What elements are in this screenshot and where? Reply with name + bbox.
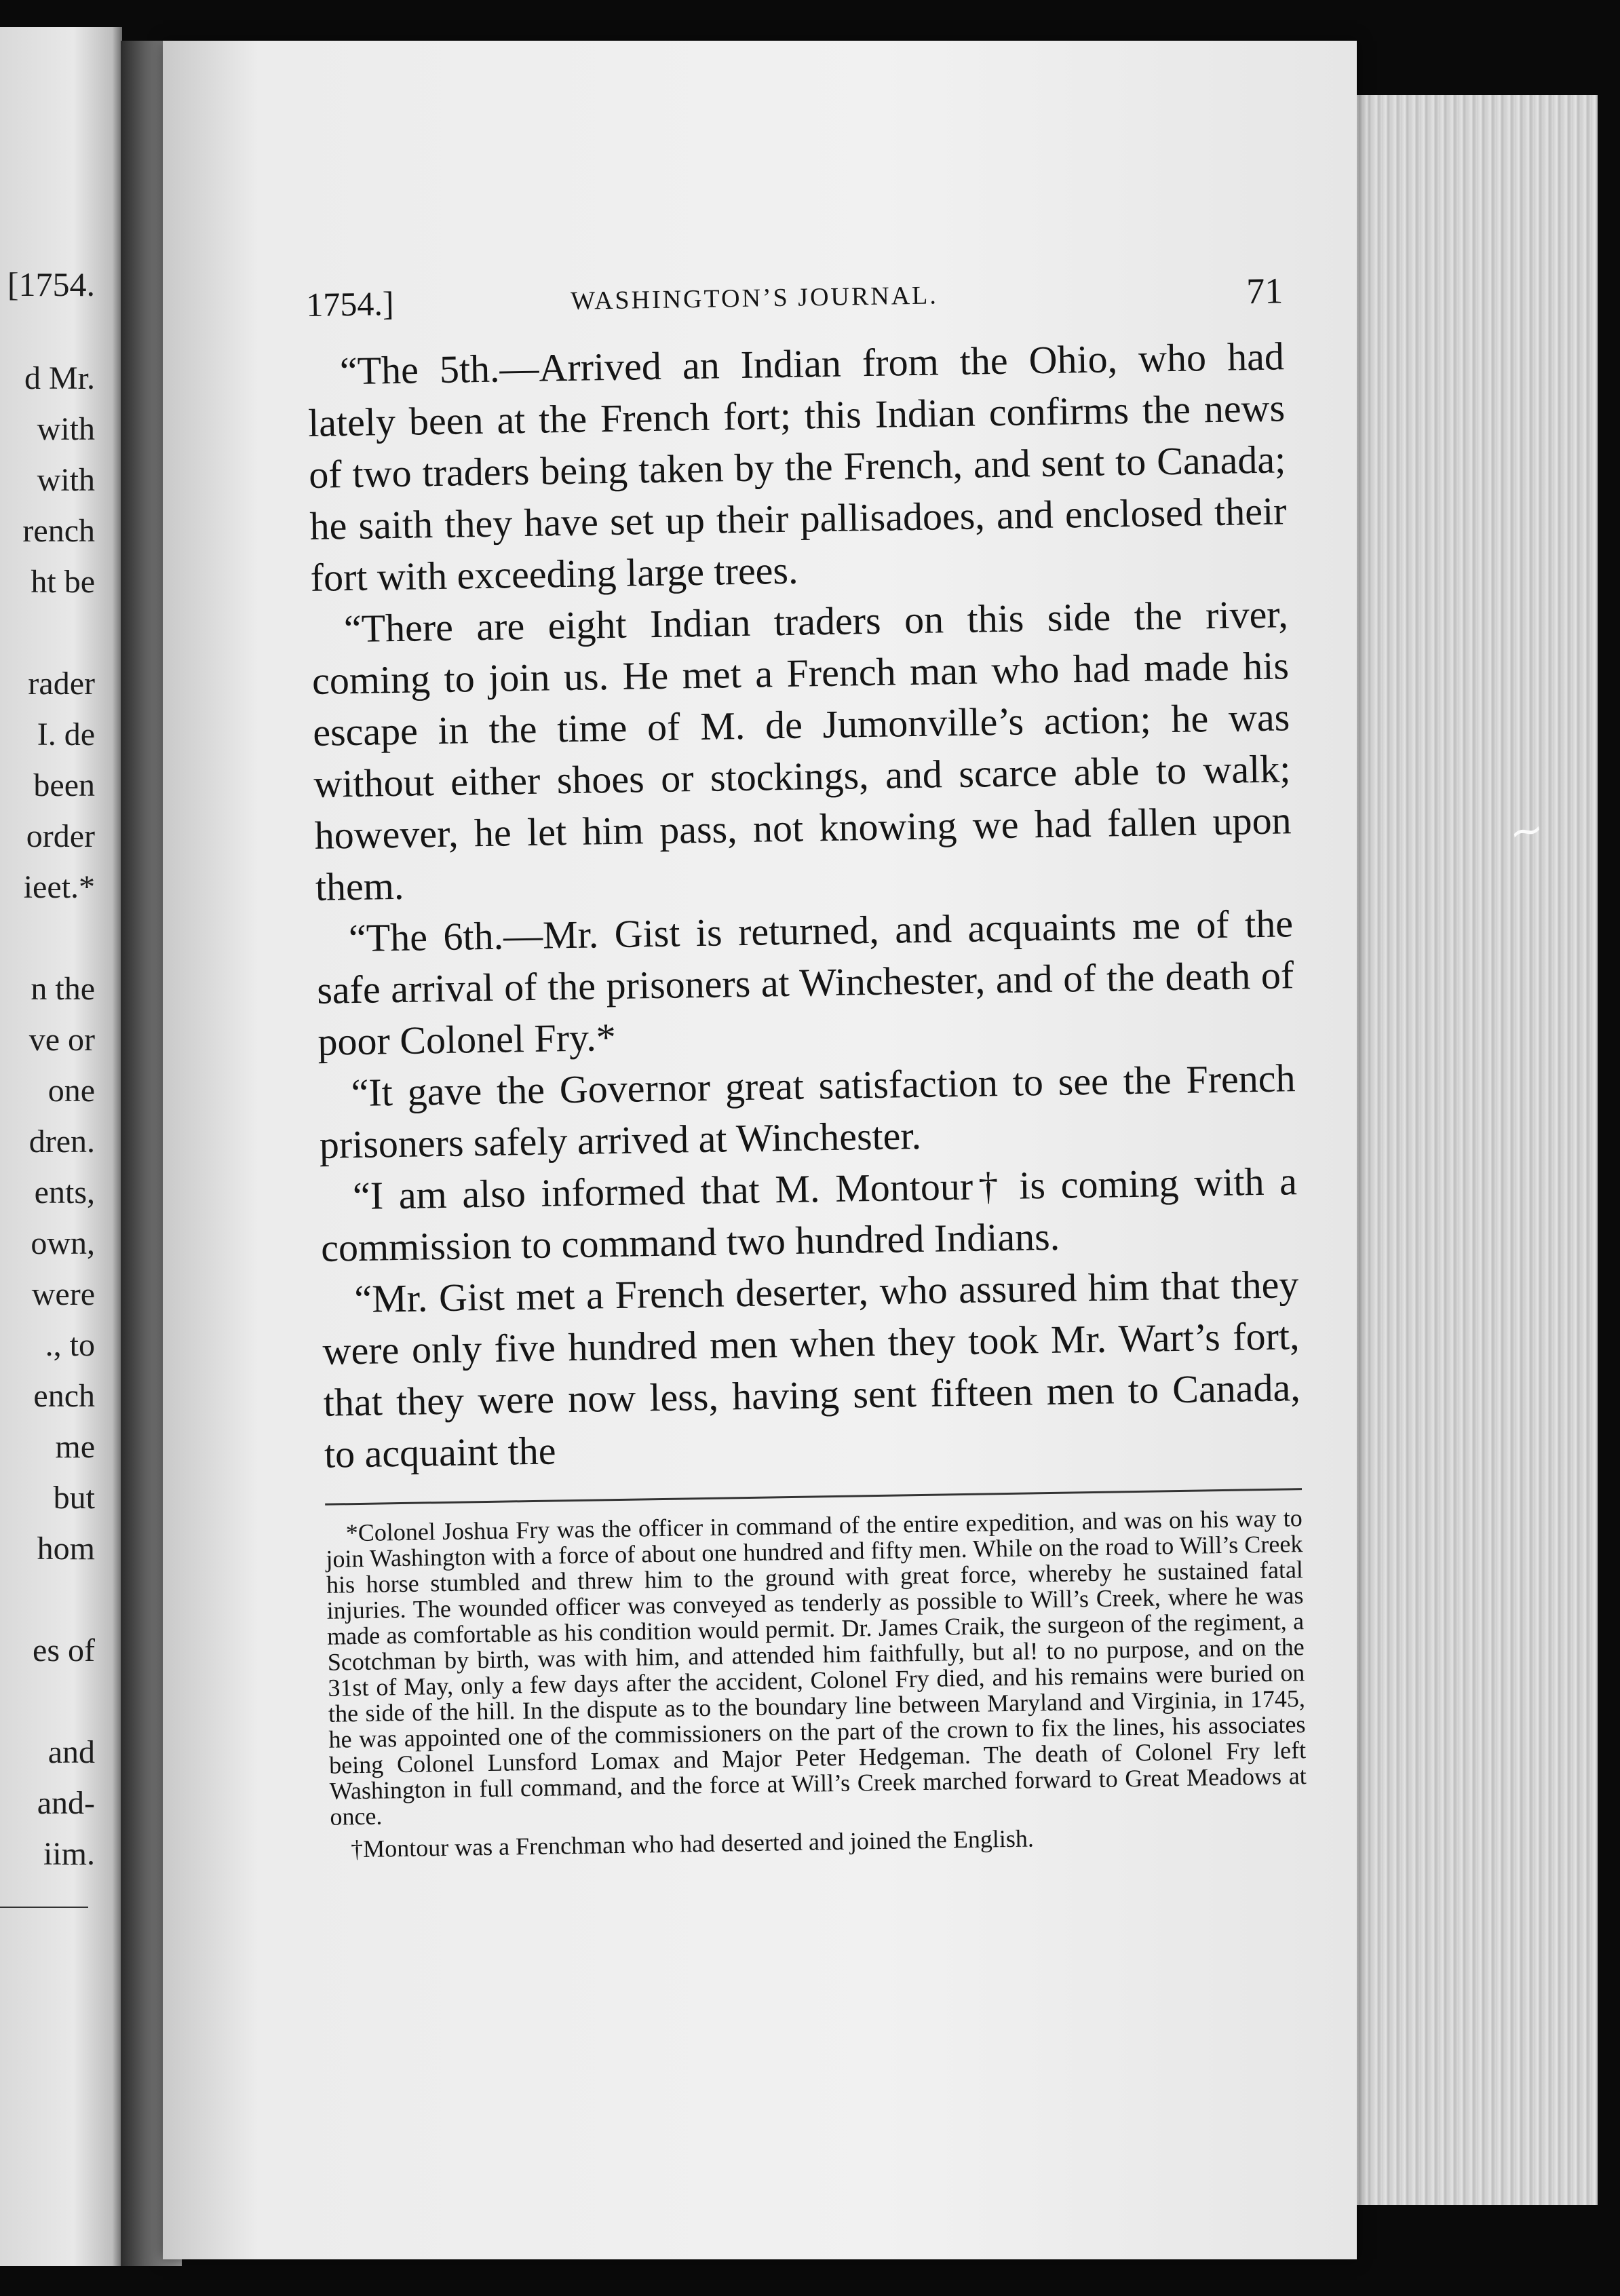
previous-page-line: I. de — [37, 716, 95, 752]
previous-page-line: with — [37, 462, 95, 498]
previous-page-header: [1754. — [7, 265, 95, 303]
previous-page-line: ., to — [45, 1327, 95, 1363]
previous-page-line: and- — [37, 1785, 95, 1821]
previous-page-line: ieet.* — [23, 869, 95, 905]
page — [163, 41, 1357, 2259]
paragraph: “I am also informed that M. Montour† is coming with a commission to command two hundred Indians. — [320, 1159, 1298, 1270]
previous-page-line: dren. — [28, 1124, 95, 1160]
footnote: *Colonel Joshua Fry was the officer in command of the entire expedition, and was on his way to join Washington with a force of about one hundred and fifty men. While on the road to Will’s Creek his horse stumbled and threw him to the ground with great force, whereby he sustained fatal injuries. The wounded officer was conveyed as tenderly as possible to Will’s Creek, where he was made as comfortable as his condition would permit. Dr. James Craik, the surgeon of the regiment, a Scotchman by birth, was with him, and attended him faithfully, but al! to no purpose, and on the 31st of May, only a few days after the accident, Colonel Fry died, and his remains were buried on the side of the hill. In the dispute as to the boundary line between Maryland and Virginia, in 1745, he was appointed one of the commissioners on the part of the crown to fix the lines, his associates being Colonel Lunsford Lomax and Major Peter Hedgeman. The death of Colonel Fry left Washington in full command, and the force at Will’s Creek marched forward to Great Meadows at once. — [326, 1504, 1307, 1831]
previous-page-line: me — [55, 1429, 95, 1465]
body-text — [307, 330, 1301, 1480]
paragraph: “There are eight Indian traders on this side the river, coming to join us. He met a French man who had made his escape in the time of M. de Jumonville’s action; he was without either shoes or stockings, and scarce able to walk; however, he let him pass, not knowing we had fallen upon them. — [311, 592, 1292, 909]
previous-page-line: d Mr. — [24, 360, 95, 396]
previous-page-line: with — [37, 411, 95, 447]
footnote-rule — [325, 1488, 1302, 1506]
running-head — [305, 229, 1284, 324]
previous-page-line: ve or — [28, 1022, 95, 1058]
previous-page-line: were — [31, 1276, 95, 1312]
paragraph: “The 6th.—Mr. Gist is returned, and acquaints me of the safe arrival of the prisoners at Winchester, and of the death of poor Colonel Fry.* — [316, 901, 1294, 1064]
previous-page-line: been — [33, 767, 95, 803]
previous-page-line: es of — [33, 1632, 95, 1668]
previous-page-line: iim. — [43, 1836, 95, 1872]
page-number: 71 — [1246, 270, 1284, 312]
previous-page-line: own, — [31, 1225, 95, 1261]
previous-page — [0, 27, 122, 2266]
previous-page-line: rench — [22, 513, 95, 549]
scan-artifact-mark: ~ — [1505, 805, 1547, 858]
paragraph: “The 5th.—Arrived an Indian from the Ohio, who had lately been at the French fort; this Indian confirms the news of two traders being taken by the French, and sent to Canada; he saith they have set up their pallisadoes, and enclosed their fort with exceeding large trees. — [307, 334, 1287, 600]
running-head-year: 1754.] — [305, 284, 394, 324]
previous-page-line: n the — [31, 971, 95, 1007]
previous-page-line: ents, — [34, 1174, 95, 1210]
previous-page-line: order — [26, 818, 95, 854]
previous-page-footnote-rule — [0, 1907, 88, 1908]
previous-page-line: one — [47, 1073, 95, 1109]
footnote: †Montour was a Frenchman who had deserted and joined the English. — [350, 1824, 1035, 1863]
previous-page-line: rader — [28, 666, 95, 702]
previous-page-line: ht be — [31, 564, 95, 600]
page-edges — [1353, 95, 1598, 2205]
page-content — [305, 229, 1307, 1869]
footnotes — [326, 1505, 1308, 1862]
running-head-title: WASHINGTON’S JOURNAL. — [571, 281, 939, 315]
previous-page-line: hom — [37, 1531, 95, 1567]
previous-page-line: but — [53, 1480, 95, 1516]
previous-page-line: and — [47, 1734, 95, 1770]
paragraph: “Mr. Gist met a French deserter, who assured him that they were only five hundred men when they took Mr. Wart’s fort, that they were now less, having sent fifteen men to Canada, to acquaint the — [322, 1262, 1301, 1476]
paragraph: “It gave the Governor great satisfaction to see the French prisoners safely arrived at Winchester. — [319, 1056, 1296, 1167]
previous-page-line: ench — [33, 1378, 95, 1414]
